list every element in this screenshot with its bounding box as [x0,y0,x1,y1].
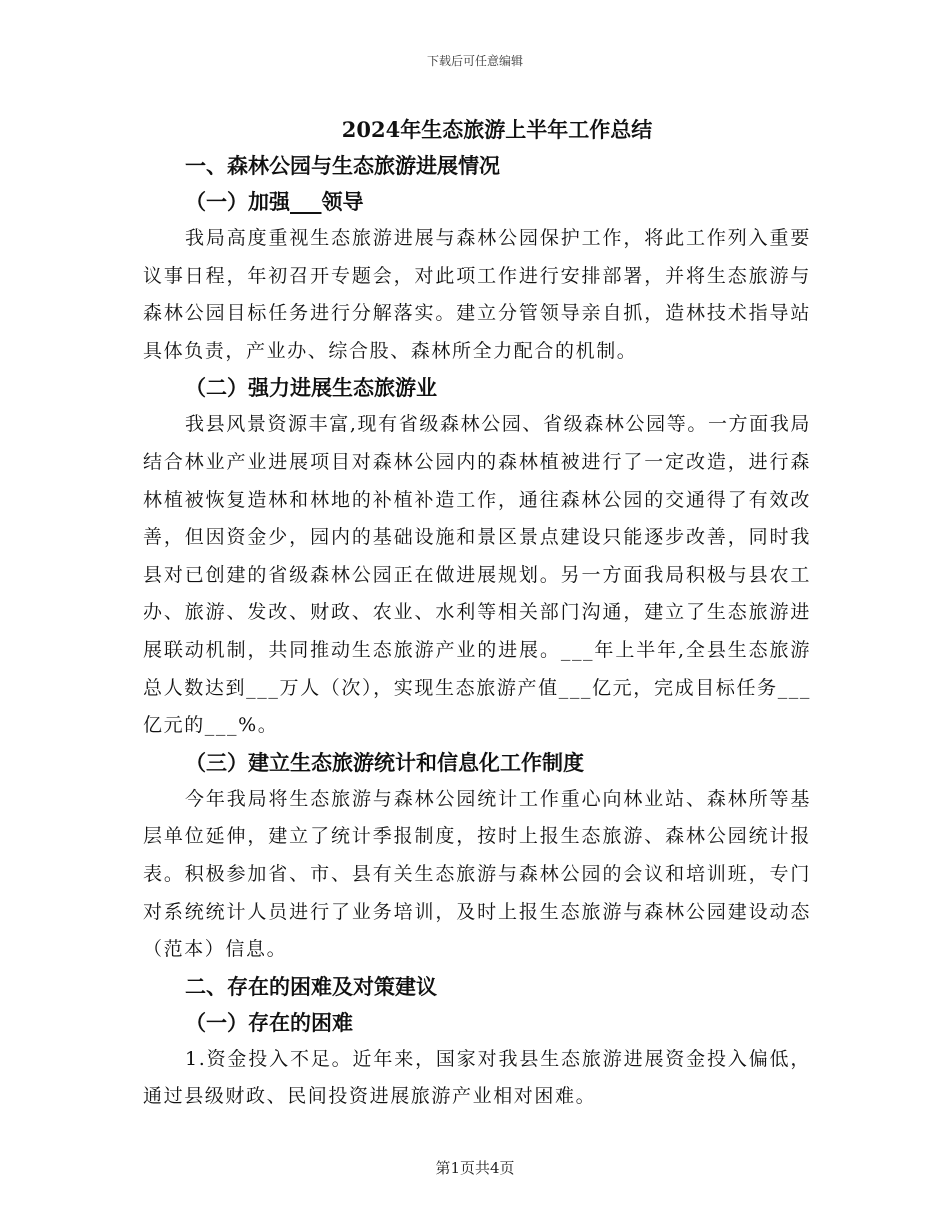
section-1-2-paragraph: 我县风景资源丰富,现有省级森林公园、省级森林公园等。一方面我局结合林业产业进展项目对森林公园内的森林植被进行了一定改造，进行森林植被恢复造林和林地的补植补造工作，通往森林公园的交通得了有效改善，但因资金少，园内的基础设施和景区景点建设只能逐步改善，同时我县对已创建的省级森林公园正在做进展规划。另一方面我局积极与县农工办、旅游、发改、财政、农业、水利等相关部门沟通，建立了生态旅游进展联动机制，共同推动生态旅游产业的进展。___年上半年,全县生态旅游总人数达到___万人（次），实现生态旅游产值___亿元，完成目标任务___亿元的___%。 [143,413,811,737]
section-1-3-heading: （三）建立生态旅游统计和信息化工作制度 [185,749,584,775]
page-header-note: 下载后可任意编辑 [426,54,523,68]
document-title: 2024年生态旅游上半年工作总结 [341,117,653,142]
section-1-1-heading: （一）加强___领导 [185,189,364,214]
section-1-2-heading: （二）强力进展生态旅游业 [185,375,437,401]
section-1-3-paragraph: 今年我局将生态旅游与森林公园统计工作重心向林业站、森林所等基层单位延伸，建立了统计季报制度，按时上报生态旅游、森林公园统计报表。积极参加省、市、县有关生态旅游与森林公园的会议和培训班，专门对系统统计人员进行了业务培训，及时上报生态旅游与森林公园建设动态（范本）信息。 [143,787,811,961]
document-body [143,112,811,1116]
section-2-1-paragraph: 1.资金投入不足。近年来，国家对我县生态旅游进展资金投入偏低，通过县级财政、民间投资进展旅游产业相对困难。 [143,1047,811,1108]
section-1-heading: 一、森林公园与生态旅游进展情况 [185,153,500,178]
section-2-1-heading: （一）存在的困难 [185,1009,353,1035]
page-number: 第1页共4页 [435,1159,515,1177]
section-1-1-paragraph: 我局高度重视生态旅游进展与森林公园保护工作，将此工作列入重要议事日程，年初召开专题会，对此项工作进行安排部署，并将生态旅游与森林公园目标任务进行分解落实。建立分管领导亲自抓，造林技术指导站具体负责，产业办、综合股、森林所全力配合的机制。 [143,227,811,362]
section-2-heading: 二、存在的困难及对策建议 [185,973,437,999]
